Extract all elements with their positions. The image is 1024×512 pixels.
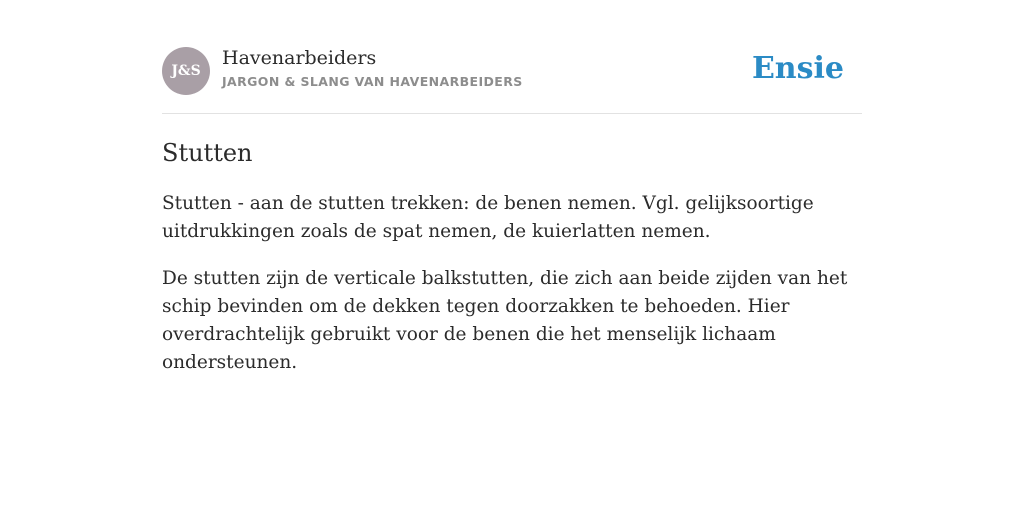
site-title[interactable]: Havenarbeiders: [222, 47, 377, 69]
site-subtitle: JARGON & SLANG VAN HAVENARBEIDERS: [222, 74, 523, 89]
page-title: Stutten: [162, 139, 253, 167]
entry-body: [162, 190, 862, 396]
avatar[interactable]: J&S: [162, 47, 210, 95]
paragraph: Stutten - aan de stutten trekken: de benen nemen. Vgl. gelijksoortige uitdrukkingen zoals de spat nemen, de kuierlatten nemen.: [162, 193, 814, 242]
site-header: [162, 0, 862, 114]
paragraph: De stutten zijn de verticale balkstutten, die zich aan beide zijden van het schip bevinden om de dekken tegen doorzakken te behoeden. Hier overdrachtelijk gebruikt voor de benen die het menselijk lichaam ondersteunen.: [162, 268, 848, 373]
brand-logo[interactable]: Ensie: [751, 51, 844, 86]
page-container: [162, 0, 862, 373]
